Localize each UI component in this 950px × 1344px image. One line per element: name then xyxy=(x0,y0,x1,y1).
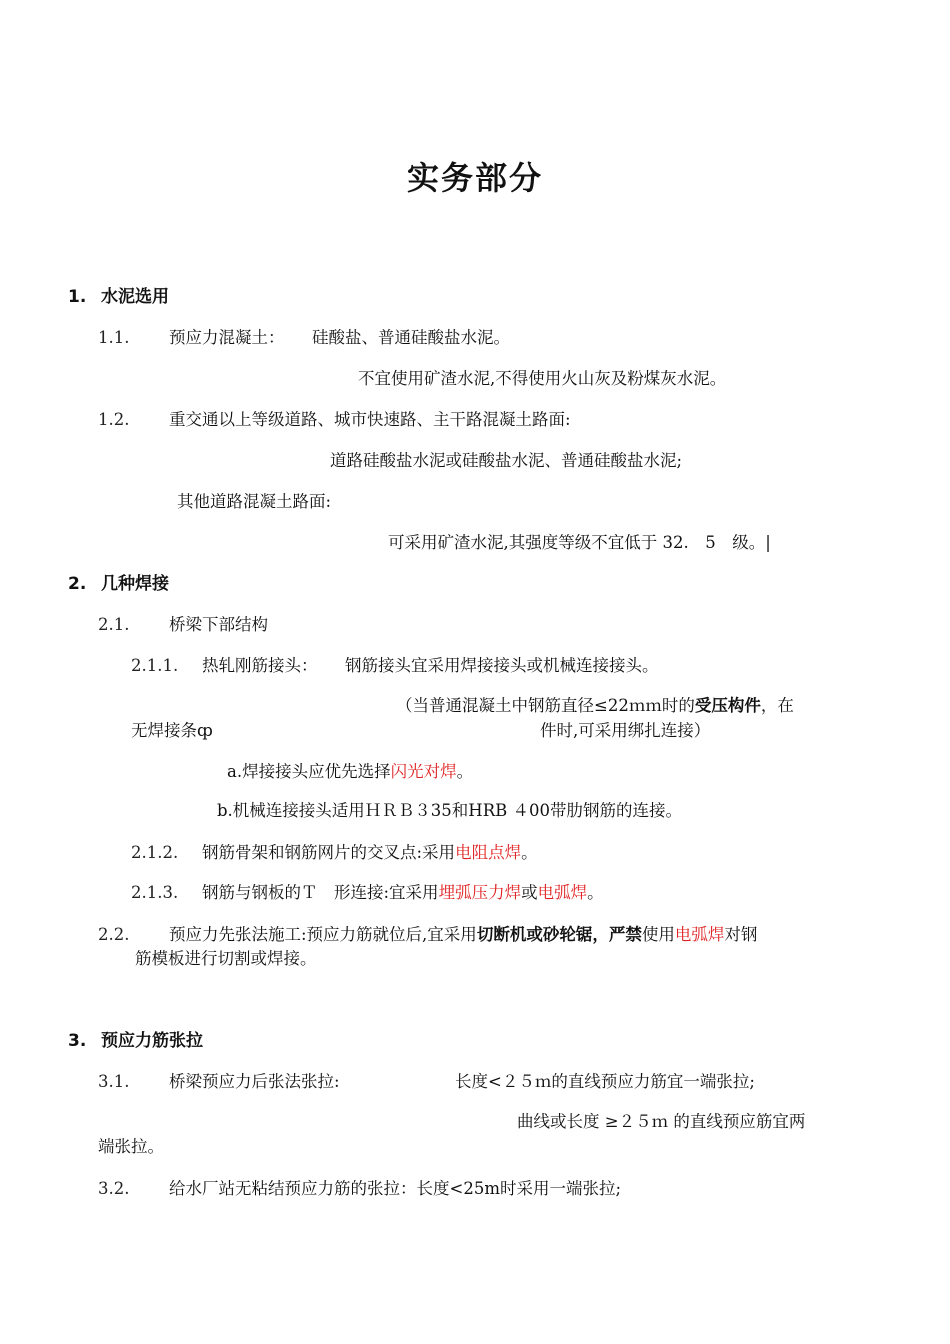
item-2-1-3-text xyxy=(202,885,604,902)
213-post: 。 xyxy=(587,883,604,902)
item-3-1-label: 桥梁预应力后张法张拉: xyxy=(169,1072,340,1091)
note-text-a: （当普通混凝土中钢筋直径≤22ｍｍ时的 xyxy=(396,696,695,715)
section-3-number: 3. xyxy=(68,1031,87,1051)
212-highlight: 电阻点焊 xyxy=(455,843,522,862)
item-1-2-number: 1.2. xyxy=(98,410,130,429)
item-2-1-2-text xyxy=(202,845,538,862)
item-3-1-text: 长度<２５ｍ的直线预应力筋宜一端张拉; xyxy=(455,1072,755,1091)
22-pre: 预应力先张法施工:预应力筋就位后,宜采用 xyxy=(169,925,477,944)
item-1-2-line3: 其他道路混凝土路面: xyxy=(177,492,332,511)
page-title: 实务部分 xyxy=(406,159,543,197)
section-2-number: 2. xyxy=(68,574,87,594)
item-2-1-1-note-d: 件时,可采用绑扎连接） xyxy=(540,721,711,740)
212-pre: 钢筋骨架和钢筋网片的交叉点:采用 xyxy=(202,843,456,862)
item-2-1-1-text: 钢筋接头宜采用焊接接头或机械连接接头。 xyxy=(345,656,659,675)
item-1-1-text: 硅酸盐、普通硅酸盐水泥。 xyxy=(312,328,510,347)
item-2-2-line2: 筋模板进行切割或焊接。 xyxy=(135,949,317,968)
item-2-1-1-note-c: 无焊接条ȹ xyxy=(131,721,213,740)
item-2-1-3-number: 2.1.3. xyxy=(131,883,179,902)
note-text-b: ，在 xyxy=(760,696,794,715)
item-1-2-line2: 道路硅酸盐水泥或硅酸盐水泥、普通硅酸盐水泥; xyxy=(330,451,683,470)
note-bold: 受压构件 xyxy=(694,696,761,715)
22-mid: 使用 xyxy=(641,925,675,944)
22-bold: 切断机或砂轮锯，严禁 xyxy=(476,925,642,944)
section-3-title: 预应力筋张拉 xyxy=(101,1031,203,1051)
a-highlight: 闪光对焊 xyxy=(390,762,457,781)
item-2-1-1-label: 热轧刚筋接头： xyxy=(202,656,318,675)
213-mid: 或 xyxy=(521,883,538,902)
item-3-1-line3: 端张拉。 xyxy=(98,1137,164,1156)
item-3-2-text: 给水厂站无粘结预应力筋的张拉：长度<25m时采用一端张拉; xyxy=(169,1179,622,1198)
item-1-1-label: 预应力混凝土： xyxy=(169,328,285,347)
213-highlight-2: 电弧焊 xyxy=(537,883,588,902)
item-3-1-line2: 曲线或长度 ≥２５ｍ 的直线预应筋宜两 xyxy=(517,1112,806,1131)
22-post: 对钢 xyxy=(724,925,758,944)
item-1-1-number: 1.1. xyxy=(98,328,130,347)
item-2-1-1-note xyxy=(396,698,794,715)
item-1-1-line2: 不宜使用矿渣水泥,不得使用火山灰及粉煤灰水泥。 xyxy=(358,369,727,388)
item-2-1-2-number: 2.1.2. xyxy=(131,843,179,862)
section-1-number: 1. xyxy=(68,287,87,307)
section-2-title: 几种焊接 xyxy=(101,574,169,594)
item-3-1-number: 3.1. xyxy=(98,1072,130,1091)
item-2-1-text: 桥梁下部结构 xyxy=(169,615,268,634)
item-2-1-1-number: 2.1.1. xyxy=(131,656,179,675)
item-3-2-number: 3.2. xyxy=(98,1179,130,1198)
213-highlight-1: 埋弧压力焊 xyxy=(438,883,522,902)
212-post: 。 xyxy=(521,843,538,862)
section-1-title: 水泥选用 xyxy=(101,287,169,307)
item-2-2-number: 2.2. xyxy=(98,925,130,944)
a-post: 。 xyxy=(456,762,474,781)
item-1-2-text: 重交通以上等级道路、城市快速路、主干路混凝土路面: xyxy=(169,410,571,429)
item-2-1-1-a xyxy=(227,764,473,781)
item-2-1-1-b: b.机械连接接头适用ＨＲＢ３35和HRB ４00带肋钢筋的连接。 xyxy=(217,801,682,820)
item-2-1-number: 2.1. xyxy=(98,615,130,634)
213-pre: 钢筋与钢板的Ｔ 形连接:宜采用 xyxy=(202,883,439,902)
a-pre: a.焊接接头应优先选择 xyxy=(227,762,391,781)
item-1-2-line4: 可采用矿渣水泥,其强度等级不宜低于 32. 5 级。| xyxy=(388,533,771,552)
item-2-2-text xyxy=(169,927,757,944)
22-highlight: 电弧焊 xyxy=(674,925,725,944)
